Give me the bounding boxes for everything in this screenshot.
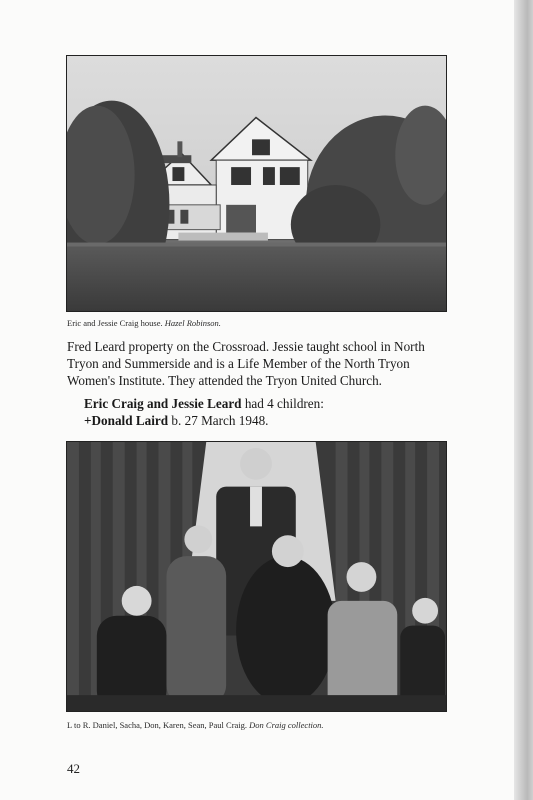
body-paragraph: [67, 338, 457, 389]
paragraph-line: Women's Institute. They attended the Tryon United Church.: [67, 373, 382, 388]
paragraph-line: Fred Leard property on the Crossroad. Jessie taught school in North: [67, 339, 425, 354]
house-photo: [66, 55, 447, 312]
caption-text: Eric and Jessie Craig house.: [67, 318, 163, 328]
child-name: +Donald Laird: [84, 413, 169, 428]
page-number: 42: [67, 761, 80, 776]
family-photo-caption: [67, 720, 467, 730]
family-photo: [66, 441, 447, 712]
child-line: [84, 412, 474, 429]
child-birth: b. 27 March 1948.: [168, 413, 269, 428]
paragraph-line: Tryon and Summerside and is a Life Member of the North Tryon: [67, 356, 410, 371]
parents-text: had 4 children:: [241, 396, 324, 411]
children-paragraph: [84, 395, 474, 429]
book-spine-shadow: [514, 0, 533, 800]
parents-line: [84, 395, 474, 412]
house-photo-caption: [67, 318, 467, 328]
photo-credit: Hazel Robinson.: [164, 318, 221, 328]
parents-names: Eric Craig and Jessie Leard: [84, 396, 242, 411]
photo-credit: Don Craig collection.: [249, 720, 324, 730]
caption-text: L to R. Daniel, Sacha, Don, Karen, Sean, Paul Craig.: [67, 720, 248, 730]
